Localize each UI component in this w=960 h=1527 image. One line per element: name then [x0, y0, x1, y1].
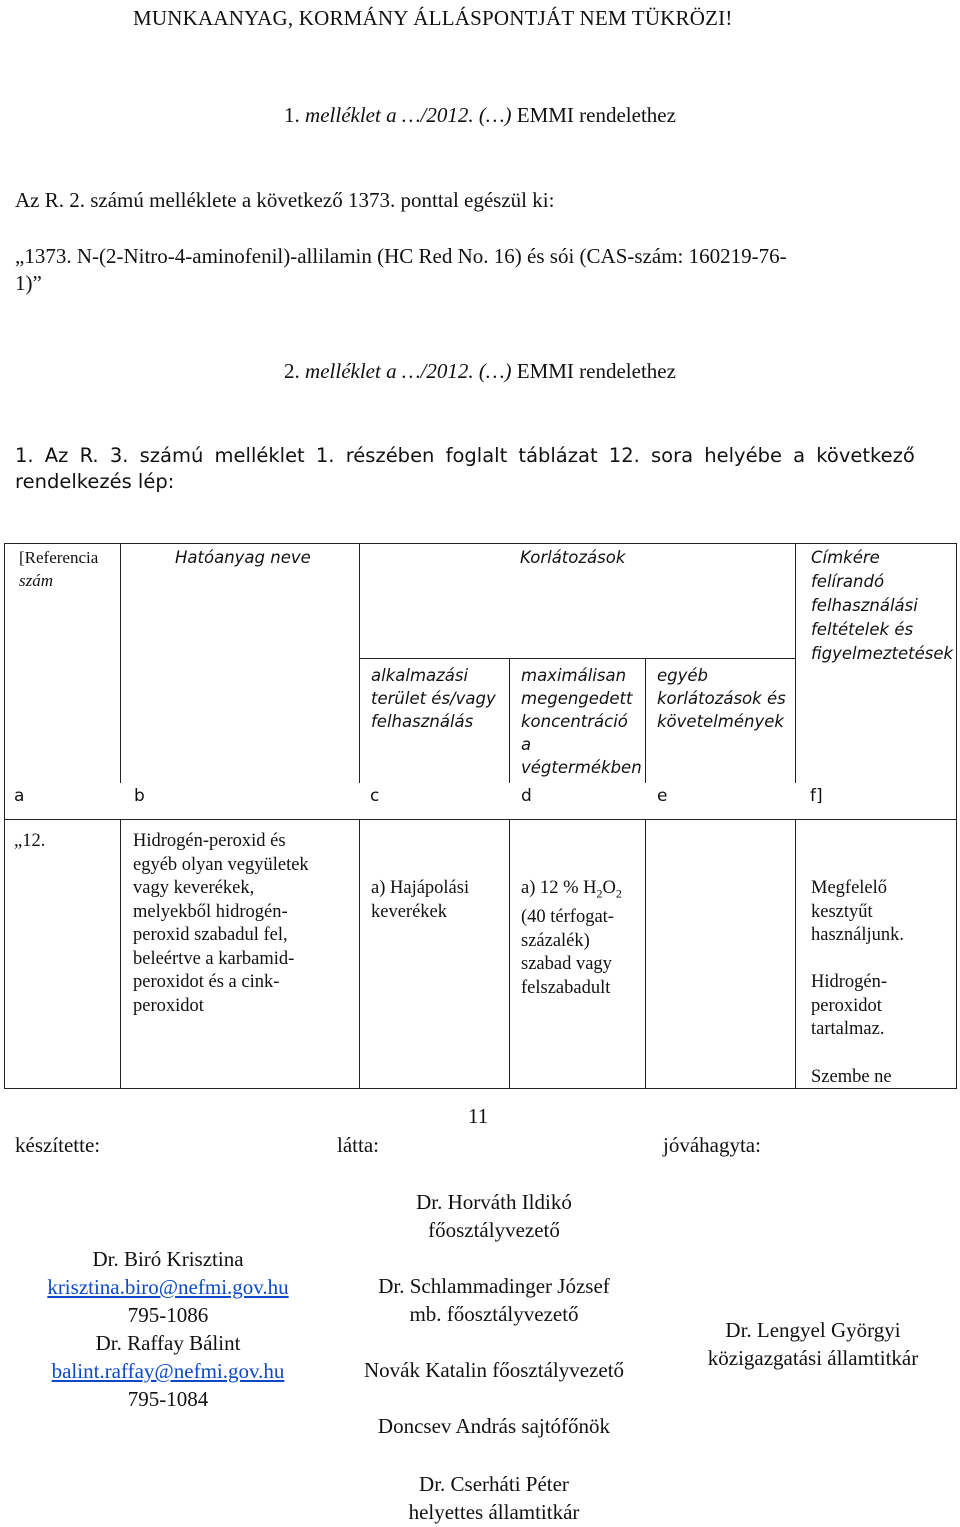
- header-max-concentration: maximálisan megengedett koncentráció a végtermékben: [521, 666, 642, 777]
- paragraph-annex2-intro-line1: 1. Az R. 3. számú melléklet 1. részében foglalt táblázat 12. sora helyébe a következő: [15, 444, 915, 467]
- column-letter-c: c: [370, 786, 380, 806]
- page-number: 11: [468, 1104, 489, 1128]
- row-label-conditions: Megfelelő kesztyűt használjunk. Hidrogén- peroxidot tartalmaz.: [811, 878, 904, 1039]
- paragraph-annex1-intro: Az R. 2. számú melléklete a következő 1373. ponttal egészül ki:: [15, 188, 555, 212]
- paragraph-substance-line1: „1373. N-(2-Nitro-4-aminofenil)-allilamin (HC Red No. 16) és sói (CAS-szám: 160219-76-: [15, 244, 787, 268]
- header-substance-name: Hatóanyag neve: [175, 548, 311, 567]
- column-letter-e: e: [657, 786, 668, 806]
- reviewer-4: Doncsev András sajtófőnök: [377, 1414, 611, 1438]
- annex-1-heading: 1. melléklet a …/2012. (…) EMMI rendelethez: [284, 103, 676, 127]
- preparer-1-email-link[interactable]: krisztina.biro@nefmi.gov.hu: [47, 1275, 289, 1299]
- column-letter-f: f]: [810, 786, 823, 806]
- annex-2-heading: 2. melléklet a …/2012. (…) EMMI rendelethez: [284, 359, 676, 383]
- seen-by-label: látta:: [337, 1133, 379, 1157]
- prepared-by-label: készítette:: [15, 1133, 101, 1157]
- column-letter-b: b: [134, 786, 145, 806]
- paragraph-annex2-intro-line2: rendelkezés lép:: [15, 470, 175, 493]
- preparer-2-name: Dr. Raffay Bálint: [95, 1331, 241, 1355]
- preparer-1-name: Dr. Biró Krisztina: [92, 1247, 244, 1271]
- header-restrictions: Korlátozások: [520, 548, 626, 567]
- preparers-block: [12, 1245, 324, 1413]
- preparer-2-email-link[interactable]: balint.raffay@nefmi.gov.hu: [51, 1359, 285, 1383]
- preparer-2-phone: 795-1084: [127, 1387, 209, 1411]
- header-label-conditions: Címkére felírandó felhasználási feltételek és figyelmeztetések: [811, 548, 954, 663]
- header-application-area: alkalmazási terület és/vagy felhasználás: [371, 666, 496, 731]
- row-substance-name: Hidrogén-peroxid és egyéb olyan vegyületek vagy keverékek, melyekből hidrogén- peroxid szabadul fel, beleértve a karbamid- peroxidot és a cink- peroxidot: [133, 831, 309, 1016]
- reviewer-1: Dr. Horváth Ildikó főosztályvezető: [416, 1190, 572, 1242]
- row-label-overflow-text: Szembe ne: [811, 1067, 892, 1087]
- reviewer-3: Novák Katalin főosztályvezető: [363, 1358, 625, 1382]
- column-letter-d: d: [521, 786, 532, 806]
- row-reference-number: „12.: [14, 831, 46, 851]
- row-max-concentration: a) 12 % $H_2O_2$ (40 térfogat- százalék) szabad vagy felszabadult: [521, 878, 622, 998]
- header-reference-number: [Referencia szám: [19, 548, 99, 590]
- draft-banner: MUNKAANYAG, KORMÁNY ÁLLÁSPONTJÁT NEM TÜKRÖZI!: [133, 6, 733, 30]
- column-letter-a: a: [14, 786, 25, 806]
- row-application-area: a) Hajápolási keverékek: [371, 878, 470, 922]
- header-other-restrictions: egyéb korlátozások és követelmények: [657, 666, 786, 731]
- approved-by-label: jóváhagyta:: [663, 1133, 761, 1157]
- paragraph-substance-line2: 1)”: [15, 271, 42, 295]
- approver-block: Dr. Lengyel Györgyi közigazgatási államtitkár: [707, 1318, 919, 1370]
- reviewer-2: Dr. Schlammadinger József mb. főosztályvezető: [378, 1274, 610, 1326]
- reviewer-5: Dr. Cserháti Péter helyettes államtitkár: [408, 1472, 580, 1524]
- preparer-1-phone: 795-1086: [127, 1303, 209, 1327]
